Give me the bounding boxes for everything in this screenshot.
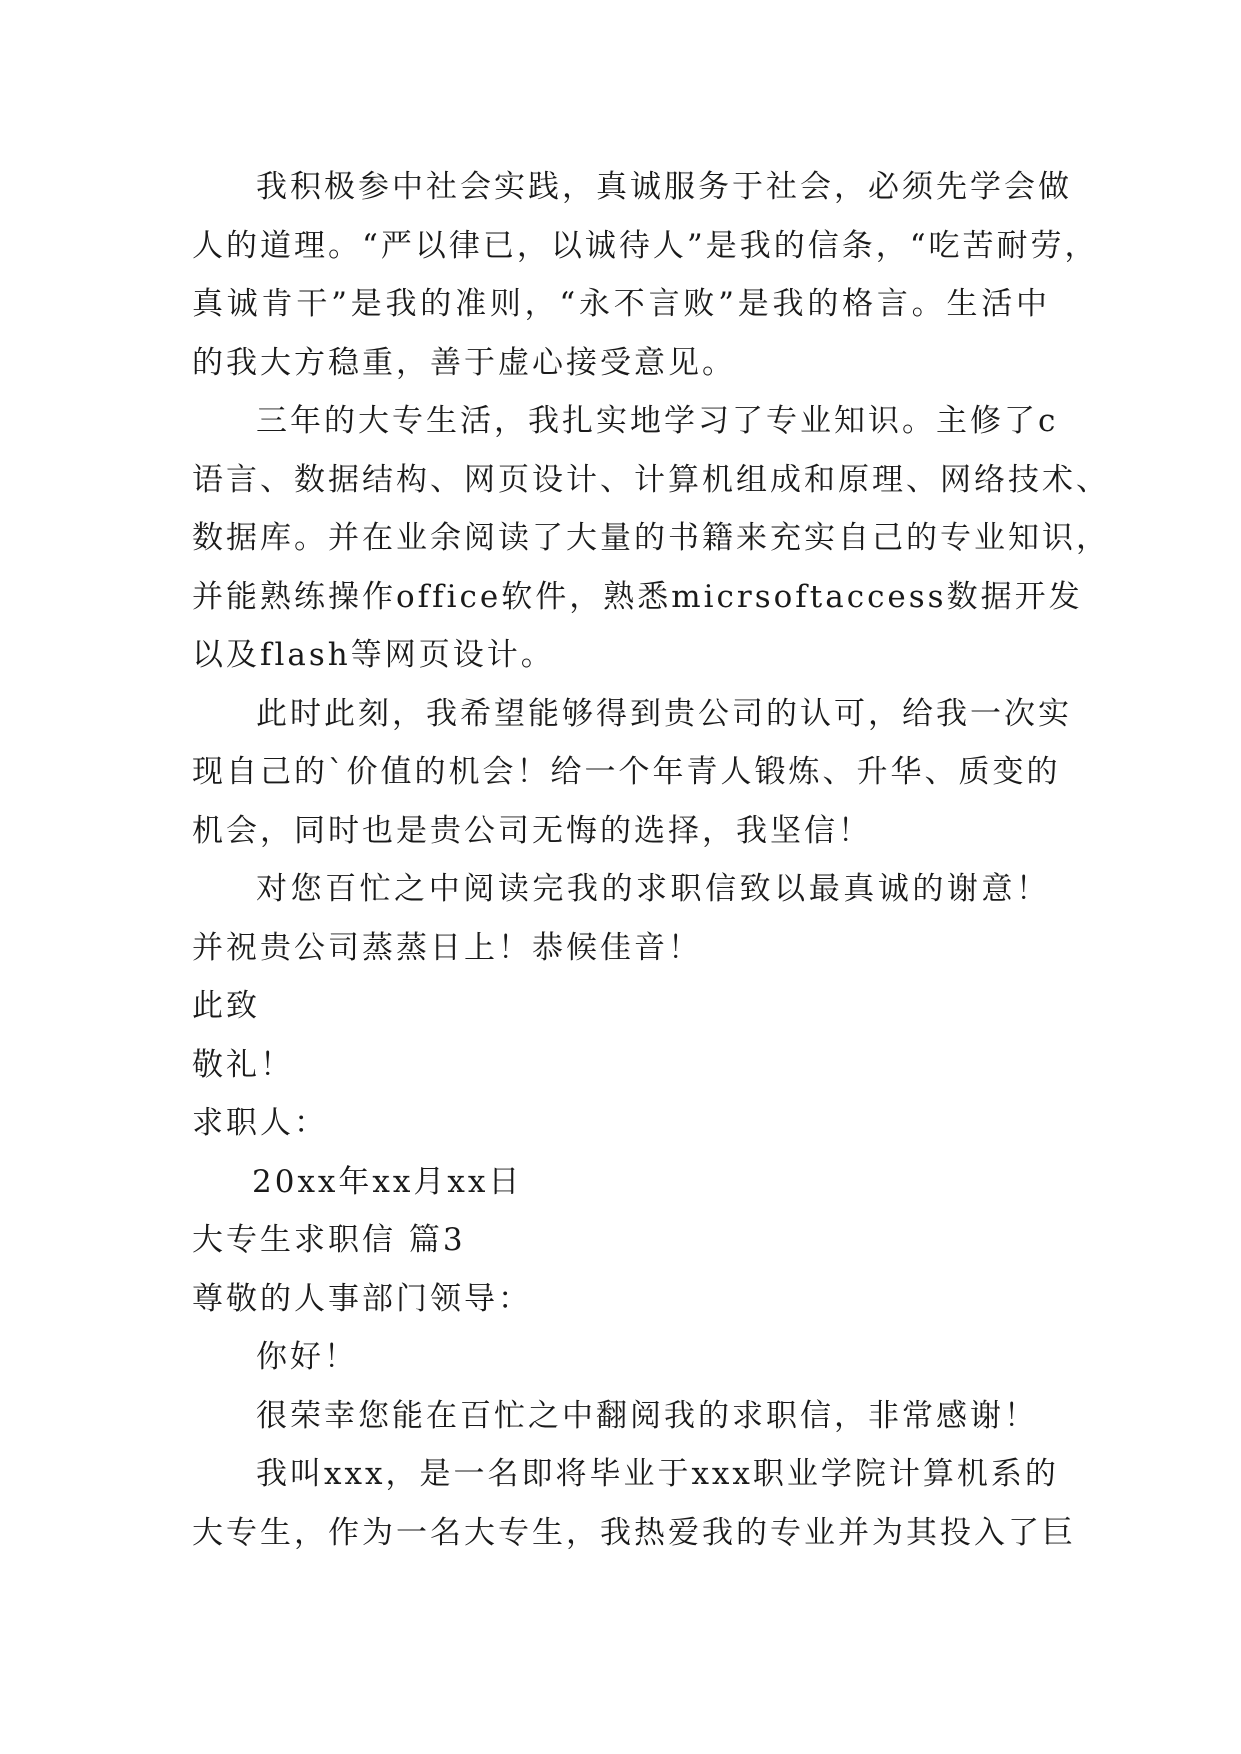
paragraph-line: 真诚肯干”是我的准则，“永不言败”是我的格言。生活中 [192,286,1050,322]
signature-label: 求职人： [192,1105,328,1141]
paragraph-line: 大专生，作为一名大专生，我热爱我的专业并为其投入了巨 [192,1514,1076,1551]
paragraph-line: 人的道理。“严以律已，以诚待人”是我的信条，“吃苦耐劳， [192,227,1099,264]
letter-body [192,158,1110,1562]
greeting: 你好！ [256,1339,358,1375]
paragraph-line: 并能熟练操作office软件，熟悉micrsoftaccess数据开发 [192,578,1083,615]
paragraph-line: 对您百忙之中阅读完我的求职信致以最真诚的谢意！ [256,871,1050,907]
paragraph-line: 以及flash等网页设计。 [192,637,555,673]
paragraph-line: 并祝贵公司蒸蒸日上！恭候佳音！ [192,929,702,966]
paragraph-line: 三年的大专生活，我扎实地学习了专业知识。主修了c [256,403,1059,439]
closing-line: 敬礼！ [192,1046,294,1083]
section-heading: 大专生求职信 篇3 [192,1222,466,1258]
paragraph-line: 现自己的`价值的机会！给一个年青人锻炼、升华、质变的 [192,754,1061,790]
paragraph-line: 语言、数据结构、网页设计、计算机组成和原理、网络技术、 [192,461,1110,498]
paragraph-line: 我叫xxx，是一名即将毕业于xxx职业学院计算机系的 [256,1456,1059,1492]
paragraph-line: 此时此刻，我希望能够得到贵公司的认可，给我一次实 [256,695,1072,732]
date-line: 20xx年xx月xx日 [252,1163,523,1200]
closing-line: 此致 [192,988,260,1024]
paragraph-line: 的我大方稳重，善于虚心接受意见。 [192,344,736,381]
paragraph-line: 很荣幸您能在百忙之中翻阅我的求职信，非常感谢！ [256,1397,1038,1434]
paragraph-line: 机会，同时也是贵公司无悔的选择，我坚信！ [192,812,872,849]
salutation: 尊敬的人事部门领导： [192,1280,532,1317]
paragraph-line: 我积极参中社会实践，真诚服务于社会，必须先学会做 [256,169,1072,205]
paragraph-line: 数据库。并在业余阅读了大量的书籍来充实自己的专业知识， [192,520,1110,556]
